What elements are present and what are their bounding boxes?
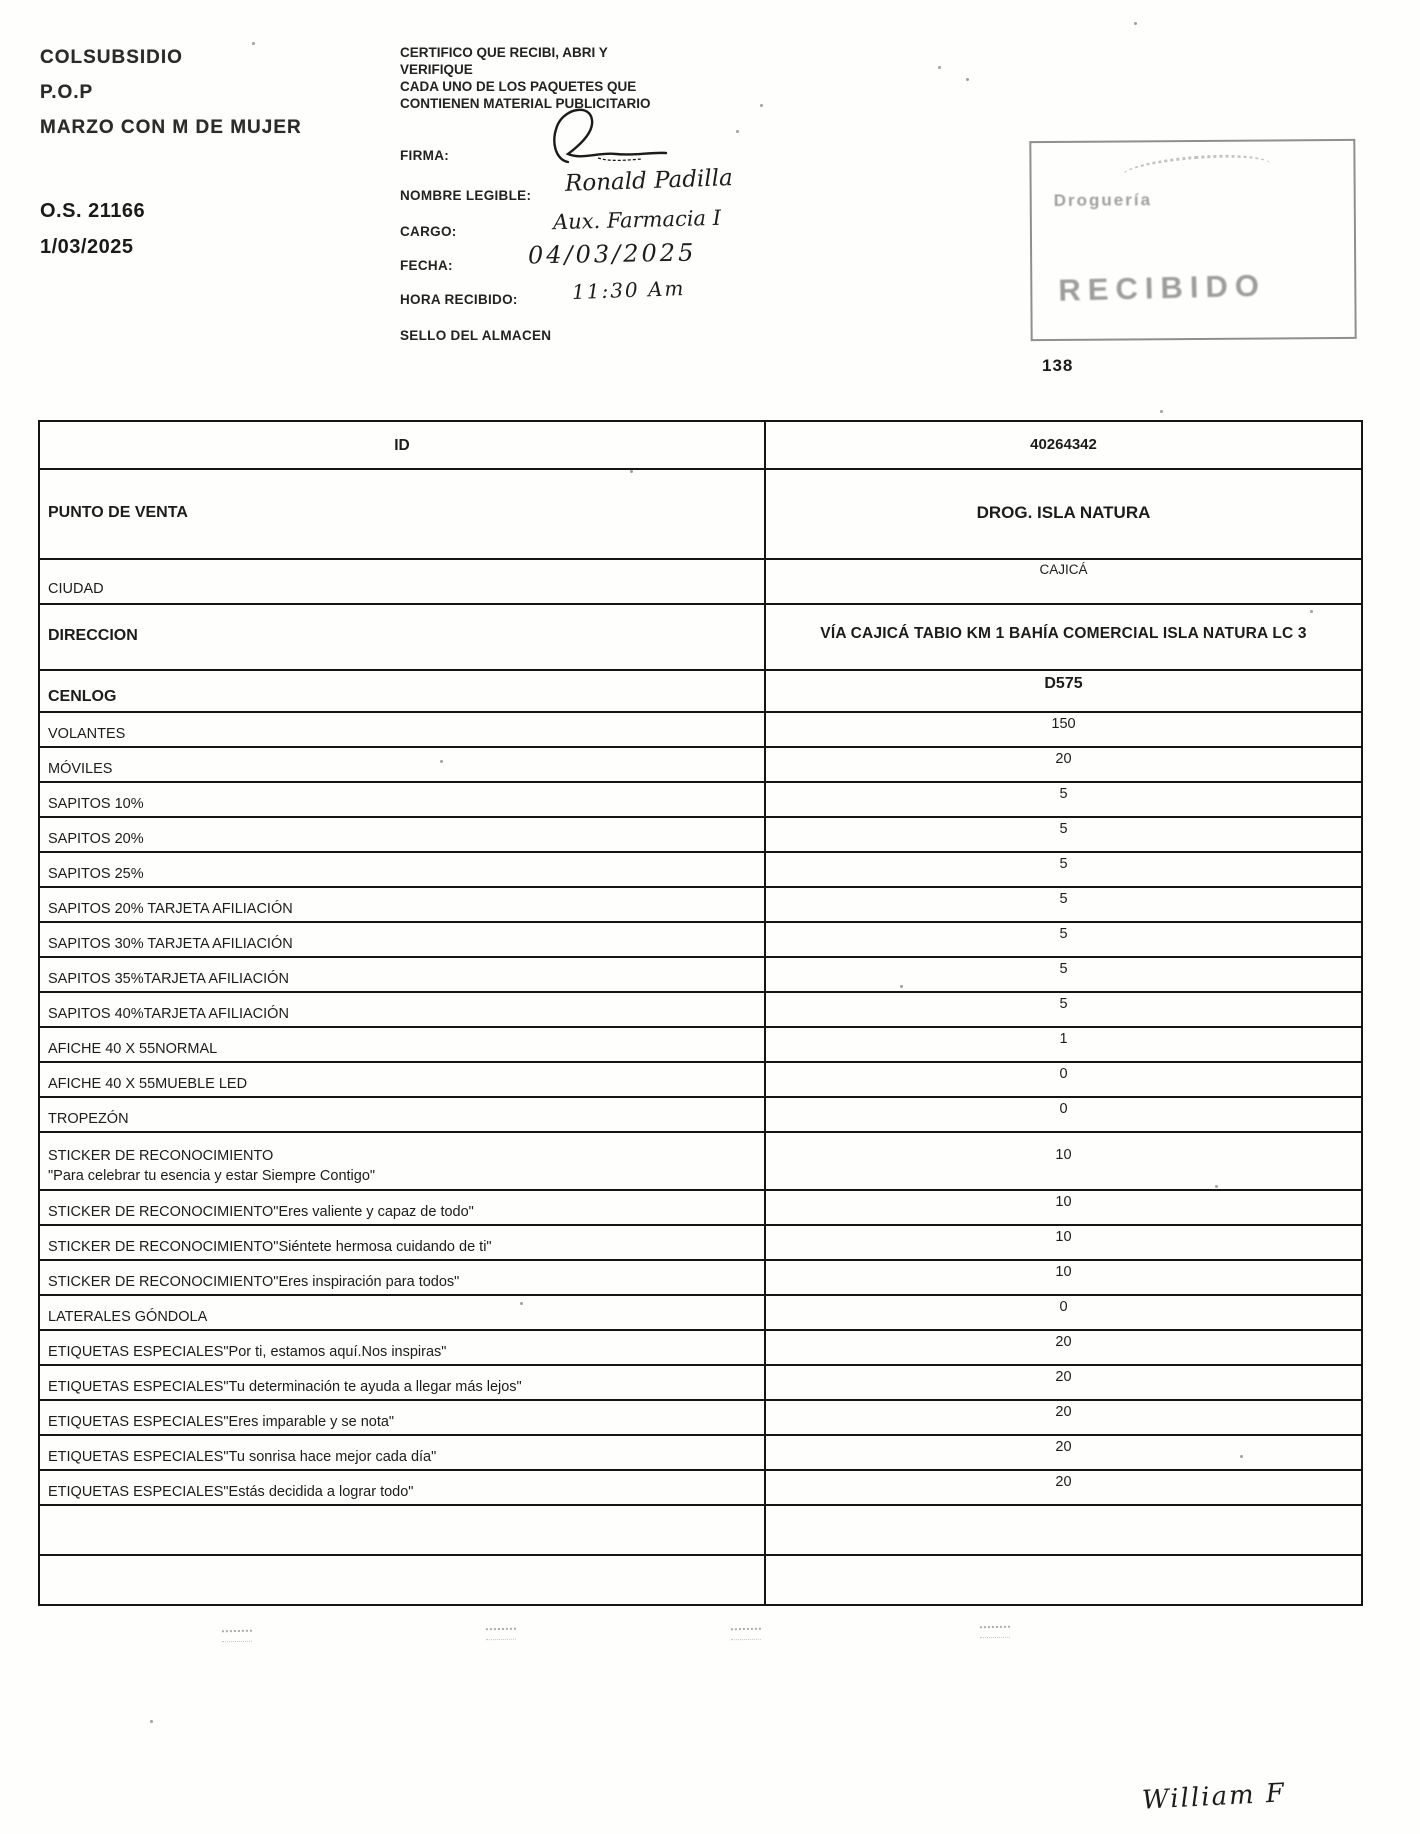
row-label — [40, 1063, 766, 1096]
row-value: 5 — [1059, 996, 1068, 1012]
order-number: O.S. 21166 — [40, 200, 146, 222]
table-row — [40, 1331, 1361, 1366]
row-label — [40, 748, 766, 781]
row-label — [40, 671, 766, 711]
scan-speck — [1310, 610, 1313, 613]
stamp-pharmacy-name: Droguería — [1053, 190, 1153, 210]
row-label-text: STICKER DE RECONOCIMIENTO"Eres inspiración para todos" — [48, 1274, 460, 1290]
material-type: P.O.P — [40, 82, 94, 103]
scan-speck — [1134, 22, 1137, 25]
table-row — [40, 958, 1361, 993]
hora-recibido-label: HORA RECIBIDO: — [400, 292, 518, 307]
row-label — [40, 560, 766, 603]
row-label-text: LATERALES GÓNDOLA — [48, 1309, 208, 1325]
stamp-mark — [1121, 150, 1273, 190]
row-value: CAJICÁ — [1039, 562, 1088, 577]
scan-speck — [900, 985, 903, 988]
row-value: D575 — [1044, 675, 1083, 692]
row-label — [40, 1098, 766, 1131]
row-value: 10 — [1055, 1147, 1072, 1163]
row-label — [40, 888, 766, 921]
row-label — [40, 1028, 766, 1061]
row-value: 10 — [1055, 1264, 1072, 1280]
row-label-text: SAPITOS 20% TARJETA AFILIACIÓN — [48, 901, 293, 917]
certification-line-3: CADA UNO DE LOS PAQUETES QUE — [400, 79, 637, 94]
row-label — [40, 993, 766, 1026]
table-row — [40, 422, 1361, 470]
table-row — [40, 1028, 1361, 1063]
row-label — [40, 1296, 766, 1329]
row-label-text: STICKER DE RECONOCIMIENTO"Siéntete hermosa cuidando de ti" — [48, 1239, 492, 1255]
certification-line-4: CONTIENEN MATERIAL PUBLICITARIO — [400, 96, 651, 111]
table-row — [40, 1471, 1361, 1506]
row-label-text-line2: "Para celebrar tu esencia y estar Siempre Contigo" — [48, 1168, 376, 1184]
row-value: 10 — [1055, 1229, 1072, 1245]
row-label — [40, 1133, 766, 1189]
order-block — [40, 40, 302, 145]
row-label-text: DIRECCION — [48, 627, 138, 644]
row-value: DROG. ISLA NATURA — [976, 503, 1151, 522]
scan-speck — [440, 760, 443, 763]
table-row — [40, 1133, 1361, 1191]
scan-smudge — [731, 1628, 761, 1641]
scan-speck — [252, 42, 255, 45]
row-value: 20 — [1055, 751, 1072, 767]
scan-speck — [150, 1720, 153, 1723]
row-value: 20 — [1055, 1334, 1072, 1350]
table-row — [40, 1261, 1361, 1296]
scan-speck — [1240, 1455, 1243, 1458]
order-date: 1/03/2025 — [40, 236, 134, 258]
row-label — [40, 1471, 766, 1504]
campaign-name: MARZO CON M DE MUJER — [40, 117, 302, 138]
table-row — [40, 1556, 1361, 1604]
table-row — [40, 1226, 1361, 1261]
firma-label: FIRMA: — [400, 148, 450, 163]
row-label-text: AFICHE 40 X 55MUEBLE LED — [48, 1076, 248, 1092]
table-row — [40, 923, 1361, 958]
row-label-text: SAPITOS 35%TARJETA AFILIACIÓN — [48, 971, 289, 987]
table-row — [40, 560, 1361, 605]
row-label — [40, 1226, 766, 1259]
warehouse-stamp — [1029, 139, 1356, 341]
row-label — [40, 1506, 766, 1554]
row-label — [40, 1331, 766, 1364]
table-row — [40, 993, 1361, 1028]
scan-smudge — [980, 1626, 1010, 1639]
row-label — [40, 958, 766, 991]
table-row — [40, 818, 1361, 853]
row-label-text: ETIQUETAS ESPECIALES"Eres imparable y se nota" — [48, 1414, 395, 1430]
table-row — [40, 783, 1361, 818]
row-label — [40, 1191, 766, 1224]
table-row — [40, 470, 1361, 560]
table-row — [40, 748, 1361, 783]
table-row — [40, 853, 1361, 888]
scan-speck — [630, 470, 633, 473]
row-label-text: CIUDAD — [48, 581, 104, 597]
row-value: 5 — [1059, 786, 1068, 802]
table-row — [40, 1191, 1361, 1226]
certification-line-2: VERIFIQUE — [400, 62, 473, 77]
row-label-text: SAPITOS 30% TARJETA AFILIACIÓN — [48, 936, 293, 952]
row-label — [40, 1556, 766, 1604]
row-label-text: SAPITOS 10% — [48, 796, 144, 812]
scan-speck — [938, 66, 941, 69]
stamp-recibido-text: RECIBIDO — [1057, 267, 1267, 308]
cargo-handwritten: Aux. Farmacia I — [552, 205, 722, 235]
cargo-label: CARGO: — [400, 224, 457, 239]
row-label — [40, 1401, 766, 1434]
row-label — [40, 923, 766, 956]
scan-smudge — [486, 1628, 516, 1641]
row-label — [40, 470, 766, 558]
row-label-text: VOLANTES — [48, 726, 126, 742]
table-row — [40, 1296, 1361, 1331]
scan-speck — [966, 78, 969, 81]
hora-recibido-handwritten: 11:30 Am — [571, 276, 686, 304]
nombre-legible-label: NOMBRE LEGIBLE: — [400, 188, 532, 203]
table-row — [40, 1506, 1361, 1556]
row-label — [40, 853, 766, 886]
table-row — [40, 1098, 1361, 1133]
fecha-handwritten: 04/03/2025 — [527, 238, 697, 270]
row-value — [766, 1556, 1361, 1604]
row-value: 20 — [1055, 1404, 1072, 1420]
row-label — [40, 1261, 766, 1294]
fecha-label: FECHA: — [400, 258, 453, 273]
scan-speck — [1215, 1185, 1218, 1188]
table-row — [40, 713, 1361, 748]
row-value: 5 — [1059, 891, 1068, 907]
table-row — [40, 1366, 1361, 1401]
row-label — [40, 422, 766, 468]
row-label-text: ETIQUETAS ESPECIALES"Por ti, estamos aquí.Nos inspiras" — [48, 1344, 447, 1360]
row-value: 20 — [1055, 1474, 1072, 1490]
row-value: 150 — [1051, 716, 1076, 732]
certification-line-1: CERTIFICO QUE RECIBI, ABRI Y — [400, 45, 608, 60]
pop-table — [38, 420, 1363, 1606]
nombre-legible-handwritten: Ronald Padilla — [564, 165, 734, 197]
row-label — [40, 1436, 766, 1469]
row-label-text: ID — [394, 437, 410, 454]
row-label-text: CENLOG — [48, 688, 117, 705]
row-value: 40264342 — [1030, 436, 1097, 453]
row-value: 0 — [1059, 1299, 1068, 1315]
row-label — [40, 1366, 766, 1399]
row-label-text: SAPITOS 40%TARJETA AFILIACIÓN — [48, 1006, 289, 1022]
row-label-text: AFICHE 40 X 55NORMAL — [48, 1041, 218, 1057]
scan-smudge — [222, 1630, 252, 1643]
row-label — [40, 713, 766, 746]
page-number: 138 — [1042, 356, 1074, 375]
row-label-text: PUNTO DE VENTA — [48, 504, 188, 521]
row-value: 10 — [1055, 1194, 1072, 1210]
row-label — [40, 783, 766, 816]
row-label-text: STICKER DE RECONOCIMIENTO"Eres valiente y capaz de todo" — [48, 1204, 474, 1220]
row-label-text: SAPITOS 25% — [48, 866, 144, 882]
company-name: COLSUBSIDIO — [40, 47, 183, 68]
row-label-text: ETIQUETAS ESPECIALES"Tu determinación te ayuda a llegar más lejos" — [48, 1379, 522, 1395]
row-label-text: SAPITOS 20% — [48, 831, 144, 847]
row-label-text: ETIQUETAS ESPECIALES"Estás decidida a lograr todo" — [48, 1484, 414, 1500]
scan-speck — [1160, 410, 1163, 413]
row-value: VÍA CAJICÁ TABIO KM 1 BAHÍA COMERCIAL ISLA NATURA LC 3 — [820, 625, 1307, 642]
scan-speck — [736, 130, 739, 133]
table-row — [40, 1401, 1361, 1436]
row-value: 5 — [1059, 926, 1068, 942]
row-label-text: ETIQUETAS ESPECIALES"Tu sonrisa hace mejor cada día" — [48, 1449, 437, 1465]
row-value: 5 — [1059, 961, 1068, 977]
row-label — [40, 818, 766, 851]
row-label — [40, 605, 766, 669]
row-value: 5 — [1059, 821, 1068, 837]
scan-speck — [760, 104, 763, 107]
row-label-text: MÓVILES — [48, 761, 113, 777]
row-label-text: STICKER DE RECONOCIMIENTO — [48, 1148, 274, 1164]
row-value: 0 — [1059, 1101, 1068, 1117]
row-value: 20 — [1055, 1439, 1072, 1455]
table-row — [40, 888, 1361, 923]
table-row — [40, 605, 1361, 671]
table-row — [40, 1063, 1361, 1098]
scan-speck — [520, 1302, 523, 1305]
row-value: 0 — [1059, 1066, 1068, 1082]
row-value — [766, 1506, 1361, 1554]
row-value: 1 — [1059, 1031, 1068, 1047]
table-row — [40, 1436, 1361, 1471]
sello-almacen-label: SELLO DEL ALMACEN — [400, 328, 552, 343]
row-value: 20 — [1055, 1369, 1072, 1385]
table-row — [40, 671, 1361, 713]
footer-signature-handwritten: William F — [1141, 1778, 1287, 1816]
row-label-text: TROPEZÓN — [48, 1111, 129, 1127]
row-value: 5 — [1059, 856, 1068, 872]
